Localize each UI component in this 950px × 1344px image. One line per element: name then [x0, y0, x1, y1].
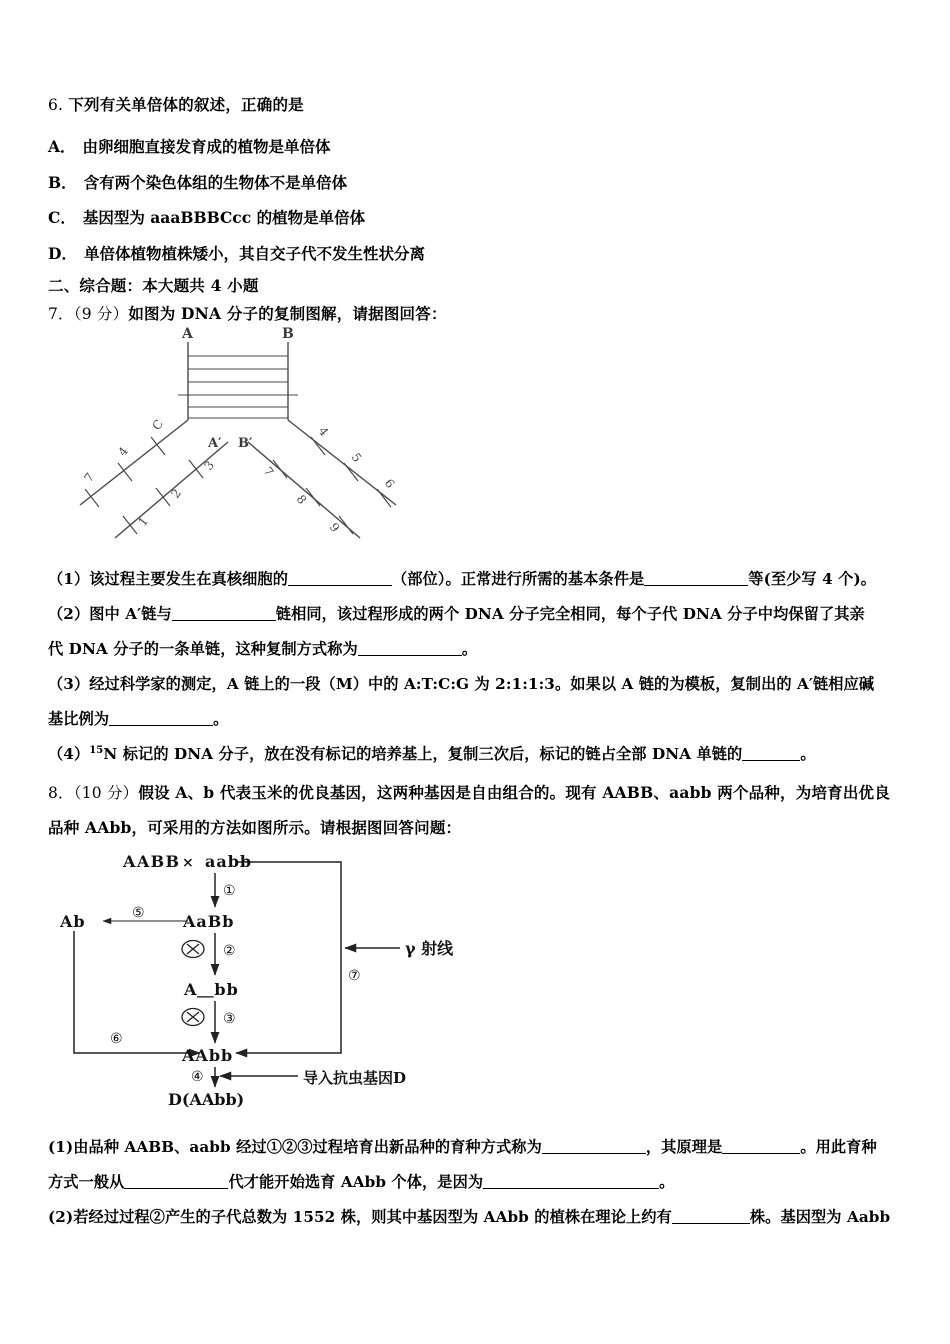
question-7-item-3-line-1: （3）经过科学家的测定，A 链上的一段（M）中的 A:T:C:G 为 2:1:1:3。如果以 A 链的为模板，复制出的 A′链相应碱 — [48, 675, 875, 693]
dna-tick-label-inner-1: 1 — [135, 514, 152, 529]
dna-tick-label-left-2: 4 — [115, 444, 132, 459]
question-8-stem-line-1 — [48, 783, 890, 804]
question-7-number: 7． — [48, 305, 74, 323]
q8-2-blank[interactable] — [672, 1223, 750, 1224]
question-8-stem-text-1: 假设 A、b 代表玉米的优良基因，这两种基因是自由组合的。现有 AABB、aabb 两个品种，为培育出优良 — [138, 783, 890, 802]
q7-4-prefix-a: （4） — [48, 745, 90, 763]
q8-1-line2-b: 代才能开始选育 AAbb 个体，是因为 — [228, 1173, 484, 1191]
question-7-item-2-line-2 — [48, 635, 918, 664]
question-7-item-2-line-1 — [48, 600, 918, 629]
q7-2-blank-1[interactable] — [172, 620, 276, 621]
q7-4-isotope-superscript: 15 — [89, 744, 104, 756]
label-gamma-ray: γ 射线 — [405, 939, 454, 958]
q7-3-prefix: 基比例为 — [48, 710, 110, 728]
question-7-stem — [48, 304, 447, 325]
step-label-4: ④ — [191, 1069, 204, 1085]
dna-tick-label-c: C — [149, 416, 167, 433]
option-b-label: B． — [48, 173, 77, 192]
q7-2-prefix: （2）图中 A′链与 — [48, 605, 172, 623]
section-2-heading: 二、综合题：本大题共 4 小题 — [48, 276, 259, 295]
option-c-text: 基因型为 aaaBBBCcc 的植物是单倍体 — [82, 208, 366, 227]
q7-2-blank-2[interactable] — [358, 655, 462, 656]
cross-symbol: × — [182, 855, 194, 871]
question-6-stem — [48, 95, 304, 116]
question-7-score: （9 分） — [73, 305, 129, 323]
question-7-item-4 — [48, 740, 918, 769]
dna-tick-label-right-9: 9 — [326, 520, 343, 535]
step-label-6: ⑥ — [110, 1031, 123, 1047]
self-cross-symbol-2 — [182, 1009, 204, 1026]
dna-tick-label-right-7: 7 — [260, 464, 277, 479]
question-7-item-1 — [48, 565, 918, 594]
step-label-2: ② — [223, 943, 236, 959]
question-6-option-c[interactable] — [48, 206, 365, 228]
node-f2: A＿bb — [184, 980, 239, 999]
dna-replication-figure — [60, 325, 470, 555]
q8-2-a: (2)若经过过程②产生的子代总数为 1552 株，则其中基因型为 AAbb 的植株在理论上约有 — [48, 1208, 672, 1226]
q7-1-prefix: （1）该过程主要发生在真核细胞的 — [48, 570, 288, 588]
dna-tick-label-right-5: 5 — [348, 450, 365, 465]
dna-label-a: A — [182, 326, 193, 342]
q7-4-suffix: 。 — [800, 745, 816, 763]
step-label-5: ⑤ — [132, 905, 145, 921]
dna-tick-label-right-4: 4 — [315, 424, 332, 439]
node-final: D(AAbb) — [168, 1090, 245, 1109]
q8-1-blank-4[interactable] — [483, 1188, 659, 1189]
question-7-item-3-line-2 — [48, 705, 918, 734]
option-a-label: A． — [48, 137, 76, 156]
arrow-step-6 — [74, 931, 200, 1053]
option-d-label: D． — [48, 244, 77, 263]
q8-1-line2-c: 。 — [659, 1173, 675, 1191]
q8-1-blank-1[interactable] — [542, 1153, 646, 1154]
node-target: AAbb — [182, 1046, 234, 1065]
question-8-item-1-line-1 — [48, 1133, 928, 1162]
q7-2-mid: 链相同，该过程形成的两个 DNA 分子完全相同，每个子代 DNA 分子中均保留了其亲 — [275, 605, 865, 623]
q8-2-b: 株。基因型为 Aabb — [749, 1208, 891, 1226]
q8-1-b: ，其原理是 — [645, 1138, 723, 1156]
question-6-stem-text: 下列有关单倍体的叙述，正确的是 — [68, 95, 304, 114]
node-parent-left: AABB — [123, 852, 181, 871]
dna-tick-label-inner-3: 3 — [201, 458, 218, 473]
q7-2-line2-prefix: 代 DNA 分子的一条单链，这种复制方式称为 — [48, 640, 358, 658]
node-f1: AaBb — [183, 912, 235, 931]
q8-1-blank-2[interactable] — [722, 1153, 800, 1154]
q7-3-blank[interactable] — [109, 725, 213, 726]
self-cross-symbol-1 — [182, 941, 204, 958]
q7-2-line2-suffix: 。 — [461, 640, 478, 658]
q8-1-blank-3[interactable] — [124, 1188, 228, 1189]
question-6-option-b[interactable] — [48, 171, 347, 193]
q7-1-mid: （部位）。正常进行所需的基本条件是 — [391, 570, 645, 588]
dna-label-b: B — [282, 326, 294, 342]
node-parent-right: aabb — [205, 852, 253, 871]
q8-1-a: (1)由品种 AABB、aabb 经过①②③过程培育出新品种的育种方式称为 — [48, 1138, 542, 1156]
question-8-stem-line-2: 品种 AAbb，可采用的方法如图所示。请根据图回答问题： — [48, 818, 462, 837]
step-label-1: ① — [223, 883, 236, 899]
arrow-step-7 — [236, 862, 341, 1053]
question-8-score: （10 分） — [73, 784, 139, 802]
step-label-7: ⑦ — [348, 968, 361, 984]
breeding-flow-figure — [60, 845, 490, 1110]
dna-label-b-prime: B′ — [238, 436, 253, 451]
question-8-number: 8． — [48, 784, 74, 802]
node-gamete: Ab — [60, 912, 86, 931]
branch-right-inner — [248, 442, 360, 538]
q7-3-suffix: 。 — [213, 710, 229, 728]
question-6-number: 6. — [48, 96, 64, 114]
option-a-text: 由卵细胞直接发育成的植物是单倍体 — [82, 137, 331, 156]
label-transgene: 导入抗虫基因D — [303, 1069, 407, 1087]
option-b-text: 含有两个染色体组的生物体不是单倍体 — [83, 173, 348, 192]
question-8-item-2 — [48, 1203, 928, 1232]
q8-1-c: 。用此育种 — [800, 1138, 877, 1156]
dna-tick-label-inner-2: 2 — [168, 486, 185, 501]
dna-tick-label-right-8: 8 — [293, 492, 310, 507]
dna-tick-label-left-3: 7 — [81, 470, 98, 485]
question-6-option-a[interactable] — [48, 135, 331, 157]
q7-1-blank-1[interactable] — [288, 585, 392, 586]
question-6-option-d[interactable] — [48, 242, 425, 264]
q7-4-prefix-b: 标记的 DNA 分子，放在没有标记的培养基上，复制三次后，标记的链占全部 DNA 单链的 — [117, 745, 743, 763]
dna-label-a-prime: A′ — [208, 436, 222, 451]
dna-tick-label-right-6: 6 — [381, 476, 398, 491]
q7-4-isotope-element: N — [103, 745, 118, 763]
question-8-item-1-line-2 — [48, 1168, 928, 1197]
q7-1-suffix: 等(至少写 4 个)。 — [748, 570, 877, 588]
q8-1-line2-a: 方式一般从 — [48, 1173, 125, 1191]
option-c-label: C． — [48, 208, 76, 227]
question-7-stem-text: 如图为 DNA 分子的复制图解，请据图回答： — [128, 304, 447, 323]
step-label-3: ③ — [223, 1011, 236, 1027]
q7-1-blank-2[interactable] — [644, 585, 748, 586]
option-d-text: 单倍体植物植株矮小，其自交子代不发生性状分离 — [83, 244, 425, 263]
q7-4-blank[interactable] — [742, 760, 800, 761]
